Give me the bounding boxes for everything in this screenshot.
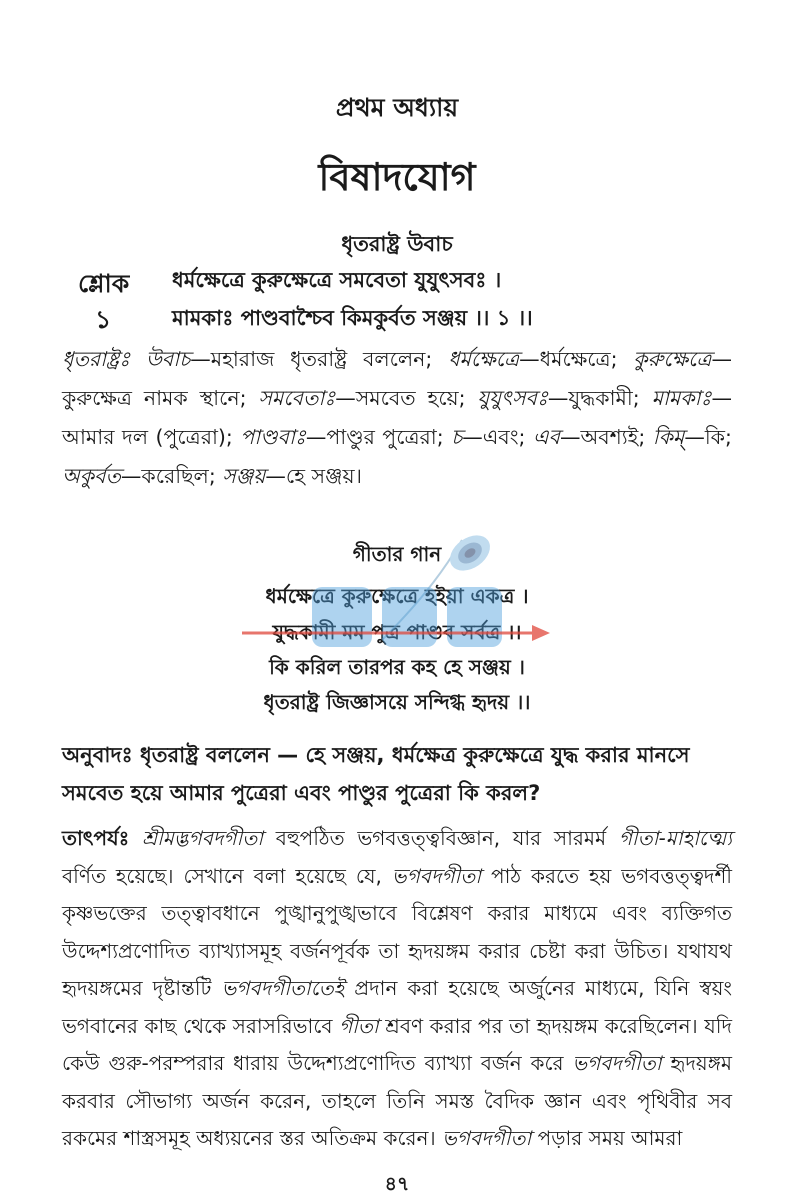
synonym-word: কুরুক্ষেত্রে	[633, 347, 712, 371]
purport-label: তাৎপর্যঃ	[62, 826, 130, 850]
italic-term: ভগবদগীতাতেই	[221, 976, 345, 1000]
purport-paragraph	[62, 820, 732, 1158]
italic-term: ভগবদগীতা	[391, 863, 482, 888]
song-line-1: ধর্মক্ষেত্রে কুরুক্ষেত্রে হইয়া একত্র ।	[265, 584, 529, 608]
song-title: গীতার গান	[352, 542, 442, 566]
italic-term: ভগবদগীতা	[441, 1126, 532, 1150]
shloka-label: শ্লোক	[78, 269, 130, 298]
synonym-word: অকুর্বত	[62, 464, 121, 488]
synonym-meaning: মহারাজ ধৃতরাষ্ট্র বললেন	[210, 347, 426, 371]
synonym-meaning: অবশ্যই	[580, 425, 639, 449]
speaker-line: ধৃতরাষ্ট্র উবাচ	[341, 232, 453, 256]
synonym-meaning: ধর্মক্ষেত্রে	[539, 347, 611, 371]
chapter-heading: প্রথম অধ্যায়	[335, 93, 459, 122]
synonym-word: সমবেতাঃ	[258, 386, 336, 410]
purport-text: বহুপঠিত ভগবত্তত্ত্ববিজ্ঞান, যার সারমর্ম	[263, 826, 619, 850]
purport-text: হৃদয়ঙ্গম করবার সৌভাগ্য অর্জন করেন, তাহলে তিনি সমস্ত বৈদিক জ্ঞান এবং পৃথিবীর সব রকমের শাস্ত্রসমূহ অধ্যয়নের স্তর অতিক্রম করেন।	[62, 1051, 732, 1150]
synonym-word: কিম্	[652, 425, 685, 449]
italic-term: শ্রীমদ্ভগবদগীতা	[142, 826, 264, 850]
word-meanings: ধৃতরাষ্ট্রঃ উবাচ—মহারাজ ধৃতরাষ্ট্র বললেন; ধর্মক্ষেত্রে—ধর্মক্ষেত্রে; কুরুক্ষেত্রে—কুরুক্ষেত্র নামক স্থানে; সমবেতাঃ—সমবেত হয়ে; যুযুৎসবঃ—যুদ্ধকামী; মামকাঃ—আমার দল (পুত্রেরা); পাণ্ডবাঃ—পাণ্ডুর পুত্রেরা; চ—এবং; এব—অবশ্যই; কিম্—কি; অকুর্বত—করেছিল; সঞ্জয়—হে সঞ্জয়।	[62, 347, 732, 488]
song-line-4: ধৃতরাষ্ট্র জিজ্ঞাসয়ে সন্দিগ্ধ হৃদয় ।।	[263, 690, 531, 714]
translation-paragraph: অনুবাদঃ ধৃতরাষ্ট্র বললেন — হে সঞ্জয়, ধর্মক্ষেত্র কুরুক্ষেত্রে যুদ্ধ করার মানসে সমবেত হয়ে আমার পুত্রেরা এবং পাণ্ডুর পুত্রেরা কি করল?	[62, 743, 690, 805]
synonym-word: এব	[532, 425, 560, 449]
synonym-word: যুযুৎসবঃ	[477, 386, 548, 410]
page-number: ৪৭	[384, 1173, 410, 1195]
synonym-meaning: সমবেত হয়ে	[355, 386, 459, 410]
synonym-meaning: পাণ্ডুর পুত্রেরা	[326, 425, 437, 449]
synonym-word: সঞ্জয়	[222, 464, 266, 488]
verse-line-1: ধর্মক্ষেত্রে কুরুক্ষেত্রে সমবেতা যুযুৎসবঃ ।	[172, 268, 502, 292]
synonym-word: পাণ্ডবাঃ	[240, 425, 306, 449]
purport-text: বর্ণিত হয়েছে। সেখানে বলা হয়েছে যে,	[62, 863, 392, 888]
italic-term: গীতা-মাহাত্ম্যে	[618, 826, 733, 850]
synonym-word: মামকাঃ	[651, 386, 712, 410]
purport-text: প্রদান করা হয়েছে অর্জুনের মাধ্যমে, যিনি স্বয়ং ভগবানের কাছ থেকে সরাসরিভাবে	[62, 976, 732, 1038]
italic-term: ভগবদগীতা	[572, 1051, 662, 1075]
italic-term: গীতা	[339, 1013, 379, 1038]
synonym-word: চ	[451, 425, 463, 449]
synonym-meaning: কুরুক্ষেত্র নামক স্থানে	[62, 386, 240, 410]
chapter-title: বিষাদযোগ	[318, 155, 476, 199]
synonym-word: ধর্মক্ষেত্রে	[448, 347, 520, 371]
synonym-meaning: আমার দল (পুত্রেরা)	[62, 425, 226, 449]
song-line-2: যুদ্ধকামী মম পুত্র পাণ্ডব সর্বত্র ।।	[272, 620, 522, 644]
synonym-meaning: কি	[704, 425, 726, 449]
shloka-number: ১	[95, 305, 112, 334]
verse-line-2: মামকাঃ পাণ্ডবাশ্চৈব কিমকুর্বত সঞ্জয় ।। ১ ।।	[172, 306, 533, 330]
synonym-word: ধৃতরাষ্ট্রঃ উবাচ	[62, 347, 191, 371]
purport-text: পড়ার সময় আমরা	[531, 1126, 683, 1150]
song-line-3: কি করিল তারপর কহ হে সঞ্জয় ।	[269, 655, 525, 679]
synonym-meaning: এবং	[482, 425, 519, 449]
purport-text: পাঠ করতে হয় ভগবত্তত্ত্বদর্শী কৃষ্ণভক্তের তত্ত্বাবধানে পুঙ্খানুপুঙ্খভাবে বিশ্লেষণ করার মাধ্যমে এবং ব্যক্তিগত উদ্দেশ্যপ্রণোদিত ব্যাখ্যাসমূহ বর্জনপূর্বক তা হৃদয়ঙ্গম করার চেষ্টা করা উচিত। যথাযথ হৃদয়ঙ্গমের দৃষ্টান্তটি	[62, 863, 732, 1000]
purport-text: শ্রবণ করার পর তা হৃদয়ঙ্গম করেছিলেন। যদি কেউ গুরু-পরম্পরার ধারায় উদ্দেশ্যপ্রণোদিত ব্যাখ্যা বর্জন করে	[62, 1013, 732, 1075]
synonym-meaning: হে সঞ্জয়।	[285, 464, 362, 488]
synonym-meaning: করেছিল	[141, 464, 209, 488]
synonym-meaning: যুদ্ধকামী	[568, 386, 633, 410]
